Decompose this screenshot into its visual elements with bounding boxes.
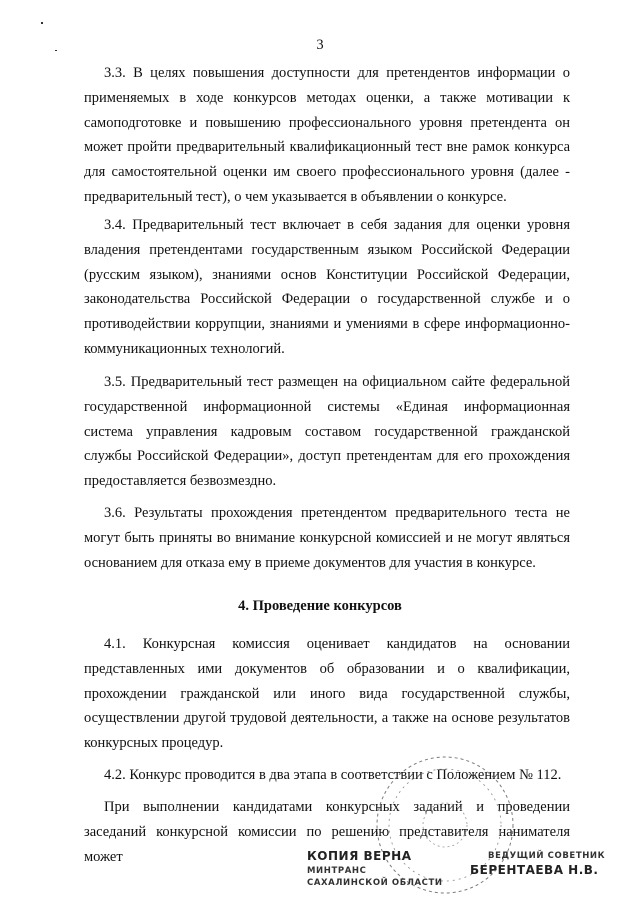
paragraph-3-4: 3.4. Предварительный тест включает в себя задания для оценки уровня владения претендентами государственным языком Российской Федерации (русским языком), знаниями основ Конституции Российской Федерации, законодательства Российской Федерации о государственной службе и о противодействии коррупции, знаниями и умениями в сфере информационно-коммуникационных технологий. (84, 217, 570, 357)
stamp-name: БЕРЕНТАЕВА Н.В. (470, 863, 599, 877)
stamp-org-line2: САХАЛИНСКОЙ ОБЛАСТИ (307, 878, 443, 888)
paragraph-3-5: 3.5. Предварительный тест размещен на официальном сайте федеральной государственной информационной системы «Единая информационная система управления кадровым составом государственной гражданской службы Российской Федерации», доступ претендентам для его прохождения предоставляется безвозмездно. (84, 374, 570, 490)
stamp-copy-label: КОПИЯ ВЕРНА (307, 849, 412, 863)
scan-speck (41, 22, 43, 24)
page-number: 3 (316, 37, 324, 53)
paragraph-4-3: При выполнении кандидатами конкурсных заданий и проведении заседаний конкурсной комиссии по решению представителя нанимателя может (84, 799, 570, 865)
paragraph-3-3: 3.3. В целях повышения доступности для претендентов информации о применяемых в ходе конкурсов методах оценки, а также мотивации к самоподготовке и повышению профессионального уровня претендента он может пройти предварительный квалификационный тест вне рамок конкурса для самостоятельной оценки им своего профессионального уровня (далее - предварительный тест), о чем указывается в объявлении о конкурсе. (84, 65, 570, 205)
stamp-org-line1: МИНТРАНС (307, 866, 367, 876)
stamp-position: ВЕДУЩИЙ СОВЕТНИК (488, 851, 606, 861)
paragraph-4-1: 4.1. Конкурсная комиссия оценивает кандидатов на основании представленных ими документов об образовании и о квалификации, прохождении гражданской или иного вида государственной службы, осуществлении другой трудовой деятельности, а также на основе результатов конкурсных процедур. (84, 636, 570, 752)
paragraph-3-6: 3.6. Результаты прохождения претендентом предварительного теста не могут быть приняты во внимание конкурсной комиссией и не могут являться основанием для отказа ему в приеме документов для участия в конкурсе. (84, 505, 570, 571)
section-heading: 4. Проведение конкурсов (238, 598, 402, 614)
paragraph-4-2: 4.2. Конкурс проводится в два этапа в соответствии с Положением № 112. (104, 767, 562, 783)
